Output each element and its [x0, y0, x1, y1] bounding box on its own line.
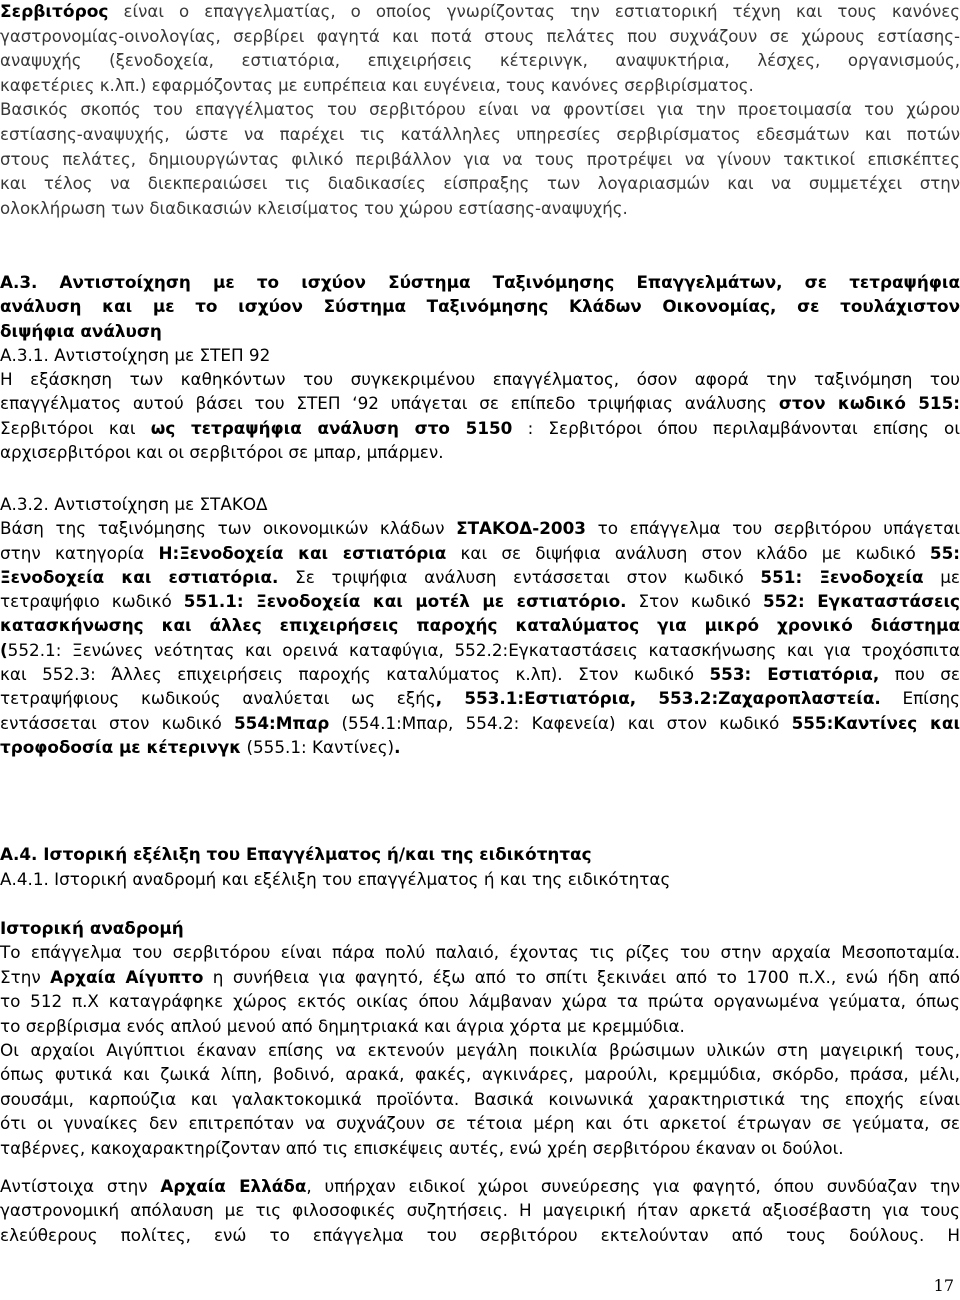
- text-span: Στην: [0, 966, 51, 987]
- text-line: αρχισερβιτόροι και οι σερβιτόροι σε μπαρ, μπάρμεν.: [0, 442, 444, 463]
- text-span: η συνήθεια για φαγητό, έξω από το σπίτι ξεκινάει από το 1700 π.Χ., ενώ ήδη από: [203, 966, 960, 987]
- text-line: το 512 π.Χ καταγράφηκε χώρος εκτός οικίας όπου λάμβαναν χώρα τα πρώτα οργανωμένα γεύματα, όπως: [0, 991, 960, 1012]
- text-line: [0, 0, 960, 25]
- bold-span: 554:Μπαρ: [233, 712, 330, 733]
- bold-span: Ιστορική αναδρομή: [0, 918, 184, 938]
- text-line: [0, 516, 960, 540]
- text-line: γαστρονομίας-οινολογίας, σερβίρει φαγητά και ποτά στους πελάτες που συχνάζουν σε χώρους εστίασης-: [0, 26, 960, 46]
- text-line: στους πελάτες, δημιουργώντας φιλικό περιβάλλον για να τους προτρέψει να γίνουν τακτικοί επισκέπτες: [0, 149, 960, 169]
- text-line: ταβέρνες, κακοχαρακτηρίζονταν από τις επισκέψεις αυτές, ενώ χρέη σερβιτόρου έκαναν οι δούλοι.: [0, 1137, 844, 1158]
- ancient-greece-paragraph: [0, 1174, 960, 1247]
- text-line: [0, 541, 960, 565]
- bold-span: ΣΤΑΚΟΔ-2003: [456, 518, 586, 539]
- text-line: Η εξάσκηση των καθηκόντων του συγκεκριμένου επαγγέλματος, όσον αφορά την ταξινόμηση του: [0, 369, 960, 390]
- text-line: Το επάγγελμα του σερβιτόρου είναι πάρα πολύ παλαιό, έχοντας τις ρίζες του στην αρχαία Μεσοποταμία.: [0, 942, 960, 963]
- bold-span: στον κωδικό 515:: [778, 393, 960, 414]
- bold-span: 551: Ξενοδοχεία: [760, 566, 924, 587]
- text-span: Βάση της ταξινόμησης των οικονομικών κλάδων: [0, 518, 457, 539]
- text-span: Επίσης: [880, 688, 960, 709]
- text-line: ελεύθερους πολίτες, ενώ το επάγγελμα του σερβιτόρου εκτελούνταν από τους δούλους. Η: [0, 1224, 960, 1245]
- text-span: το επάγγελμα του σερβιτόρου υπάγεται: [585, 518, 960, 539]
- section-a3: [0, 270, 960, 464]
- historical-review: [0, 916, 960, 1160]
- text-span: είναι ο επαγγελματίας, ο οποίος γνωρίζοντας την εστιατορική τέχνη και τους κανόνες: [108, 2, 960, 21]
- text-span: και σε διψήφια ανάλυση στον κλάδο με κωδικό: [446, 542, 930, 563]
- bold-span: τροφοδοσία με κέτερινγκ: [0, 736, 242, 757]
- text-span: (555.1: Καντίνες): [241, 736, 395, 757]
- text-line: όπως φυτικά και ζωικά λίπη, βοδινό, αρακά, φακές, αγκινάρες, μαρούλι, κρεμμύδια, σκόρδο, πράσα, μέλι,: [0, 1064, 960, 1085]
- text-span: , υπήρχαν ειδικοί χώροι συνεύρεσης για φαγητό, όπου συνδύαζαν την: [306, 1176, 960, 1196]
- text-line: [0, 416, 960, 440]
- text-line: γαστρονομική απόλαυση με τις φιλοσοφικές συζητήσεις. Η μαγειρική ήταν αρκετά αξιοσέβαστη για τους: [0, 1200, 960, 1221]
- text-line: [0, 735, 960, 759]
- subsection-title: [0, 916, 960, 940]
- bold-span: ως τετραψήφια ανάλυση στο 5150: [150, 417, 513, 438]
- bold-span: 551.1: Ξενοδοχεία και μοτέλ με εστιατόριο.: [183, 591, 627, 612]
- text-span: Αντίστοιχα στην: [0, 1176, 161, 1196]
- bold-span: 553: Εστιατόρια,: [709, 664, 880, 685]
- text-line: [0, 589, 960, 613]
- text-line: [0, 565, 960, 589]
- text-line: [0, 662, 960, 686]
- text-line: και τέλος να διεκπεραιώσει τις διαδικασίες είσπραξης των λογαριασμών και να συμμετέχει στην: [0, 174, 960, 194]
- text-span: 552.1: Ξενώνες νεότητας και ορεινά καταφύγια, 552.2:Εγκαταστάσεις κατασκήνωσης και για τροχόσπιτα: [7, 639, 960, 660]
- bold-span: .: [394, 736, 401, 757]
- text-line: σουσάμι, καρπούζια και γαλακτοκομικά προϊόντα. Βασικά κοινωνικά χαρακτηριστικά της εποχής είναι: [0, 1088, 960, 1109]
- text-line: ολοκλήρωση των διαδικασιών κλεισίματος του χώρου εστίασης-αναψυχής.: [0, 198, 628, 218]
- text-line: [0, 391, 960, 415]
- section-heading: ανάλυση και με το ισχύον Σύστημα Ταξινόμησης Κλάδων Οικονομίας, σε τουλάχιστον: [0, 296, 960, 317]
- section-heading: Α.3. Αντιστοίχηση με το ισχύον Σύστημα Ταξινόμησης Επαγγελμάτων, σε τετραψήφια: [0, 272, 960, 292]
- section-heading: Α.4. Ιστορική εξέλιξη του Επαγγέλματος ή/και της ειδικότητας: [0, 844, 592, 864]
- text-span: Στον κωδικό: [626, 591, 763, 612]
- text-span: : Σερβιτόροι όπου περιλαμβάνονται επίσης οι: [512, 417, 960, 438]
- subsection-title: Α.3.2. Αντιστοίχηση με ΣΤΑΚΟΔ: [0, 494, 268, 514]
- subsection-title: Α.4.1. Ιστορική αναδρομή και εξέλιξη του επαγγέλματος ή και της ειδικότητας: [0, 868, 671, 889]
- text-span: Σε τριψήφια ανάλυση εντάσσεται στον κωδικό: [278, 566, 761, 587]
- bold-span: Αρχαία Ελλάδα: [160, 1176, 307, 1196]
- bold-span: Ξενοδοχεία και εστιατόρια.: [0, 566, 279, 587]
- text-span: τετραψήφιους κωδικούς αναλύεται ως εξής: [0, 688, 436, 709]
- text-line: [0, 1174, 960, 1198]
- text-line: καφετέριες κ.λπ.) εφαρμόζοντας με ευπρέπεια και ευγένεια, τους κανόνες σερβιρίσματος.: [0, 75, 754, 95]
- bold-span: (: [0, 639, 8, 660]
- bold-span: κατασκήνωσης και άλλες επιχειρήσεις παροχής καταλύματος για μικρό χρονικό διάστημα: [0, 615, 960, 636]
- text-span: που σε: [879, 664, 960, 685]
- text-line: [0, 686, 960, 710]
- bold-span: 552: Εγκαταστάσεις: [762, 591, 960, 612]
- section-heading: διψήφια ανάλυση: [0, 320, 162, 341]
- subsection-title: Α.3.1. Αντιστοίχηση με ΣΤΕΠ 92: [0, 344, 271, 365]
- text-span: τετραψήφιο κωδικό: [0, 591, 184, 612]
- text-span: επαγγέλματος αυτού βάσει του ΣΤΕΠ ‘92 υπάγεται σε επίπεδο τριψήφιας ανάλυσης: [0, 393, 779, 414]
- bold-span: 55:: [929, 542, 960, 563]
- text-line: ότι οι γυναίκες δεν επιτρεπόταν να συχνάζουν σε τέτοια μέρη και ότι αρκετοί έτρωγαν σε γεύματα, σε: [0, 1113, 960, 1134]
- bold-span: , 553.1:Εστιατόρια, 553.2:Ζαχαροπλαστεία.: [435, 688, 881, 709]
- text-span: και 552.3: Άλλες επιχειρήσεις παροχής καταλύματος κ.λπ). Στον κωδικό: [0, 664, 710, 685]
- text-span: στην κατηγορία: [0, 542, 159, 563]
- text-line: αναψυχής (ξενοδοχεία, εστιατόρια, επιχειρήσεις κέτερινγκ, αναψυκτήρια, λέσχες, οργανισμούς,: [0, 51, 960, 71]
- bold-span: 555:Καντίνες και: [791, 712, 960, 733]
- term-lead: Σερβιτόρος: [0, 2, 109, 22]
- section-a4: [0, 842, 960, 891]
- text-line: το σερβίρισμα ενός απλού μενού από δημητριακά και άγρια χόρτα με κρεμμύδια.: [0, 1015, 685, 1036]
- text-span: Σερβιτόροι και: [0, 417, 151, 438]
- text-line: [0, 613, 960, 637]
- intro-paragraph: [0, 0, 960, 221]
- text-line: Οι αρχαίοι Αιγύπτιοι έκαναν επίσης να εκτενούν μεγάλη ποικιλία βρώσιμων υλικών στη μαγειρική τους,: [0, 1040, 960, 1061]
- text-span: εντάσσεται στον κωδικό: [0, 712, 234, 733]
- text-span: με: [923, 566, 960, 587]
- text-line: [0, 638, 960, 662]
- text-line: [0, 965, 960, 989]
- bold-span: Η:Ξενοδοχεία και εστιατόρια: [158, 542, 447, 563]
- text-span: (554.1:Μπαρ, 554.2: Καφενεία) και στον κωδικό: [329, 712, 792, 733]
- text-line: [0, 711, 960, 735]
- text-line: εστίασης-αναψυχής, ώστε να παρέχει τις κατάλληλες υπηρεσίες σερβιρίσματος εδεσμάτων και ποτών: [0, 124, 960, 144]
- text-line: Βασικός σκοπός του επαγγέλματος του σερβιτόρου είναι να φροντίσει για την προετοιμασία του χώρου: [0, 100, 960, 120]
- bold-span: Αρχαία Αίγυπτο: [50, 966, 204, 987]
- section-a32: [0, 492, 960, 759]
- page-number: 17: [933, 1276, 954, 1295]
